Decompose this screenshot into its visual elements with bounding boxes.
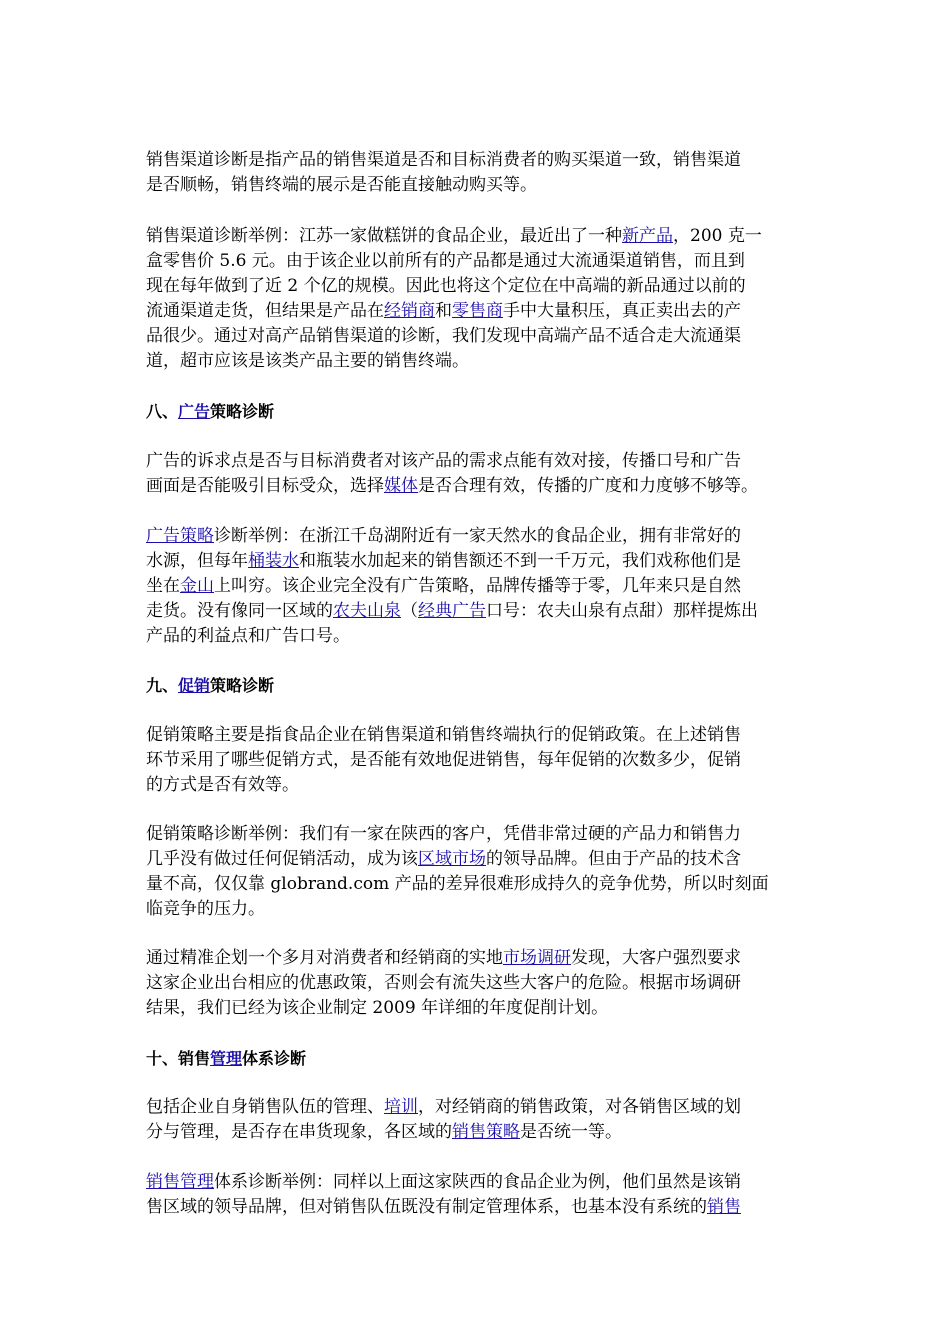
paragraph-channel-example (146, 224, 816, 374)
link-training[interactable]: 培训 (384, 1097, 418, 1117)
text-line (146, 1195, 816, 1220)
text-span: 坐在 (146, 576, 180, 596)
text-span: 手中大量积压，真正卖出去的产 (503, 301, 741, 321)
text-line (146, 474, 816, 499)
heading-text: 策略诊断 (210, 676, 275, 695)
text-span: 流通渠道走货，但结果是产品在 (146, 301, 384, 321)
text-line: 这家企业出台相应的优惠政策，否则会有流失这些大客户的危险。根据市场调研 (146, 973, 741, 993)
link-media[interactable]: 媒体 (384, 476, 418, 496)
link-new-product[interactable]: 新产品 (622, 226, 673, 246)
text-span: 体系诊断举例：同样以上面这家陕西的食品企业为例，他们虽然是该销 (214, 1172, 741, 1192)
paragraph-promotion-example (146, 822, 816, 922)
text-span: ，对经销商的销售政策，对各销售区域的划 (418, 1097, 741, 1117)
text-line: 环节采用了哪些促销方式，是否能有效地促进销售，每年促销的次数多少，促销 (146, 750, 741, 770)
paragraph-promotion-diagnosis (146, 723, 816, 798)
text-line: 临竞争的压力。 (146, 899, 265, 919)
link-advertising[interactable]: 广告 (178, 402, 211, 421)
text-line: 盒零售价 5.6 元。由于该企业以前所有的产品都是通过大流通渠道销售，而且到 (146, 251, 745, 271)
text-line (146, 1170, 816, 1195)
link-distributor[interactable]: 经销商 (384, 301, 435, 321)
text-line: 的方式是否有效等。 (146, 775, 299, 795)
text-line (146, 224, 816, 249)
text-line: 广告的诉求点是否与目标消费者对该产品的需求点能有效对接，传播口号和广告 (146, 451, 741, 471)
text-span: 几乎没有做过任何促销活动，成为该 (146, 849, 418, 869)
text-span: 水源，但每年 (146, 551, 248, 571)
text-line: 产品的利益点和广告口号。 (146, 626, 350, 646)
paragraph-channel-diagnosis (146, 148, 816, 198)
text-line: 量不高，仅仅靠 globrand.com 产品的差异很难形成持久的竞争优势，所以时刻面 (146, 874, 769, 894)
text-span: 销售渠道诊断举例：江苏一家做糕饼的食品企业，最近出了一种 (146, 226, 622, 246)
heading-text: 体系诊断 (242, 1049, 307, 1068)
text-line (146, 946, 816, 971)
text-span: 口号：农夫山泉有点甜）那样提炼出 (486, 601, 758, 621)
text-line: 现在每年做到了近 2 个亿的规模。因此也将这个定位在中高端的新品通过以前的 (146, 276, 746, 296)
link-nongfu-spring[interactable]: 农夫山泉 (333, 601, 401, 621)
link-classic-ads[interactable]: 经典广告 (418, 601, 486, 621)
link-regional-market[interactable]: 区域市场 (418, 849, 486, 869)
text-line: 品很少。通过对高产品销售渠道的诊断，我们发现中高端产品不适合走大流通渠 (146, 326, 741, 346)
heading-text: 九、 (146, 676, 179, 695)
text-line: 促销策略诊断举例：我们有一家在陕西的客户，凭借非常过硬的产品力和销售力 (146, 824, 741, 844)
text-span: 分与管理，是否存在串货现象，各区域的 (146, 1122, 452, 1142)
text-line (146, 549, 816, 574)
text-span: 包括企业自身销售队伍的管理、 (146, 1097, 384, 1117)
text-line: 销售渠道诊断是指产品的销售渠道是否和目标消费者的购买渠道一致，销售渠道 (146, 150, 741, 170)
section-heading-advertising (146, 399, 816, 424)
link-barreled-water[interactable]: 桶装水 (248, 551, 299, 571)
link-retailer[interactable]: 零售商 (452, 301, 503, 321)
link-market-research[interactable]: 市场调研 (503, 948, 571, 968)
text-line: 道，超市应该是该类产品主要的销售终端。 (146, 351, 469, 371)
text-line (146, 847, 816, 872)
text-line (146, 599, 816, 624)
paragraph-market-research (146, 946, 816, 1021)
section-heading-promotion (146, 673, 816, 698)
text-span: 售区域的领导品牌，但对销售队伍既没有制定管理体系，也基本没有系统的 (146, 1197, 707, 1217)
text-span: 的领导品牌。但由于产品的技术含 (486, 849, 741, 869)
link-management[interactable]: 管理 (210, 1049, 243, 1068)
text-span: 诊断举例：在浙江千岛湖附近有一家天然水的食品企业，拥有非常好的 (214, 526, 741, 546)
text-span: 是否合理有效，传播的广度和力度够不够等。 (418, 476, 758, 496)
heading-text: 十、销售 (146, 1049, 211, 1068)
link-advertising-strategy[interactable]: 广告策略 (146, 526, 214, 546)
text-line (146, 524, 816, 549)
text-span: 通过精准企划一个多月对消费者和经销商的实地 (146, 948, 503, 968)
text-span: 走货。没有像同一区域的 (146, 601, 333, 621)
link-jinshan[interactable]: 金山 (180, 576, 214, 596)
heading-text: 八、 (146, 402, 179, 421)
text-line: 促销策略主要是指食品企业在销售渠道和销售终端执行的促销政策。在上述销售 (146, 725, 741, 745)
text-span: 发现，大客户强烈要求 (571, 948, 741, 968)
text-span: ，200 克一 (673, 226, 762, 246)
paragraph-advertising-example (146, 524, 816, 649)
paragraph-sales-management-diagnosis (146, 1095, 816, 1145)
text-span: （ (401, 601, 418, 621)
heading-text: 策略诊断 (210, 402, 275, 421)
paragraph-advertising-diagnosis (146, 449, 816, 499)
link-sales-management[interactable]: 销售管理 (146, 1172, 214, 1192)
text-span: 和瓶装水加起来的销售额还不到一千万元，我们戏称他们是 (299, 551, 741, 571)
paragraph-sales-management-example (146, 1170, 816, 1220)
link-promotion[interactable]: 促销 (178, 676, 211, 695)
link-sales[interactable]: 销售 (707, 1197, 741, 1217)
section-heading-sales-management (146, 1046, 816, 1071)
text-line (146, 574, 816, 599)
text-line (146, 1095, 816, 1120)
text-line (146, 299, 816, 324)
text-span: 上叫穷。该企业完全没有广告策略，品牌传播等于零，几年来只是自然 (214, 576, 741, 596)
text-line: 是否顺畅，销售终端的展示是否能直接触动购买等。 (146, 175, 537, 195)
text-line (146, 1120, 816, 1145)
text-span: 是否统一等。 (520, 1122, 622, 1142)
text-span: 画面是否能吸引目标受众，选择 (146, 476, 384, 496)
link-sales-strategy[interactable]: 销售策略 (452, 1122, 520, 1142)
text-span: 和 (435, 301, 452, 321)
text-line: 结果，我们已经为该企业制定 2009 年详细的年度促削计划。 (146, 998, 609, 1018)
